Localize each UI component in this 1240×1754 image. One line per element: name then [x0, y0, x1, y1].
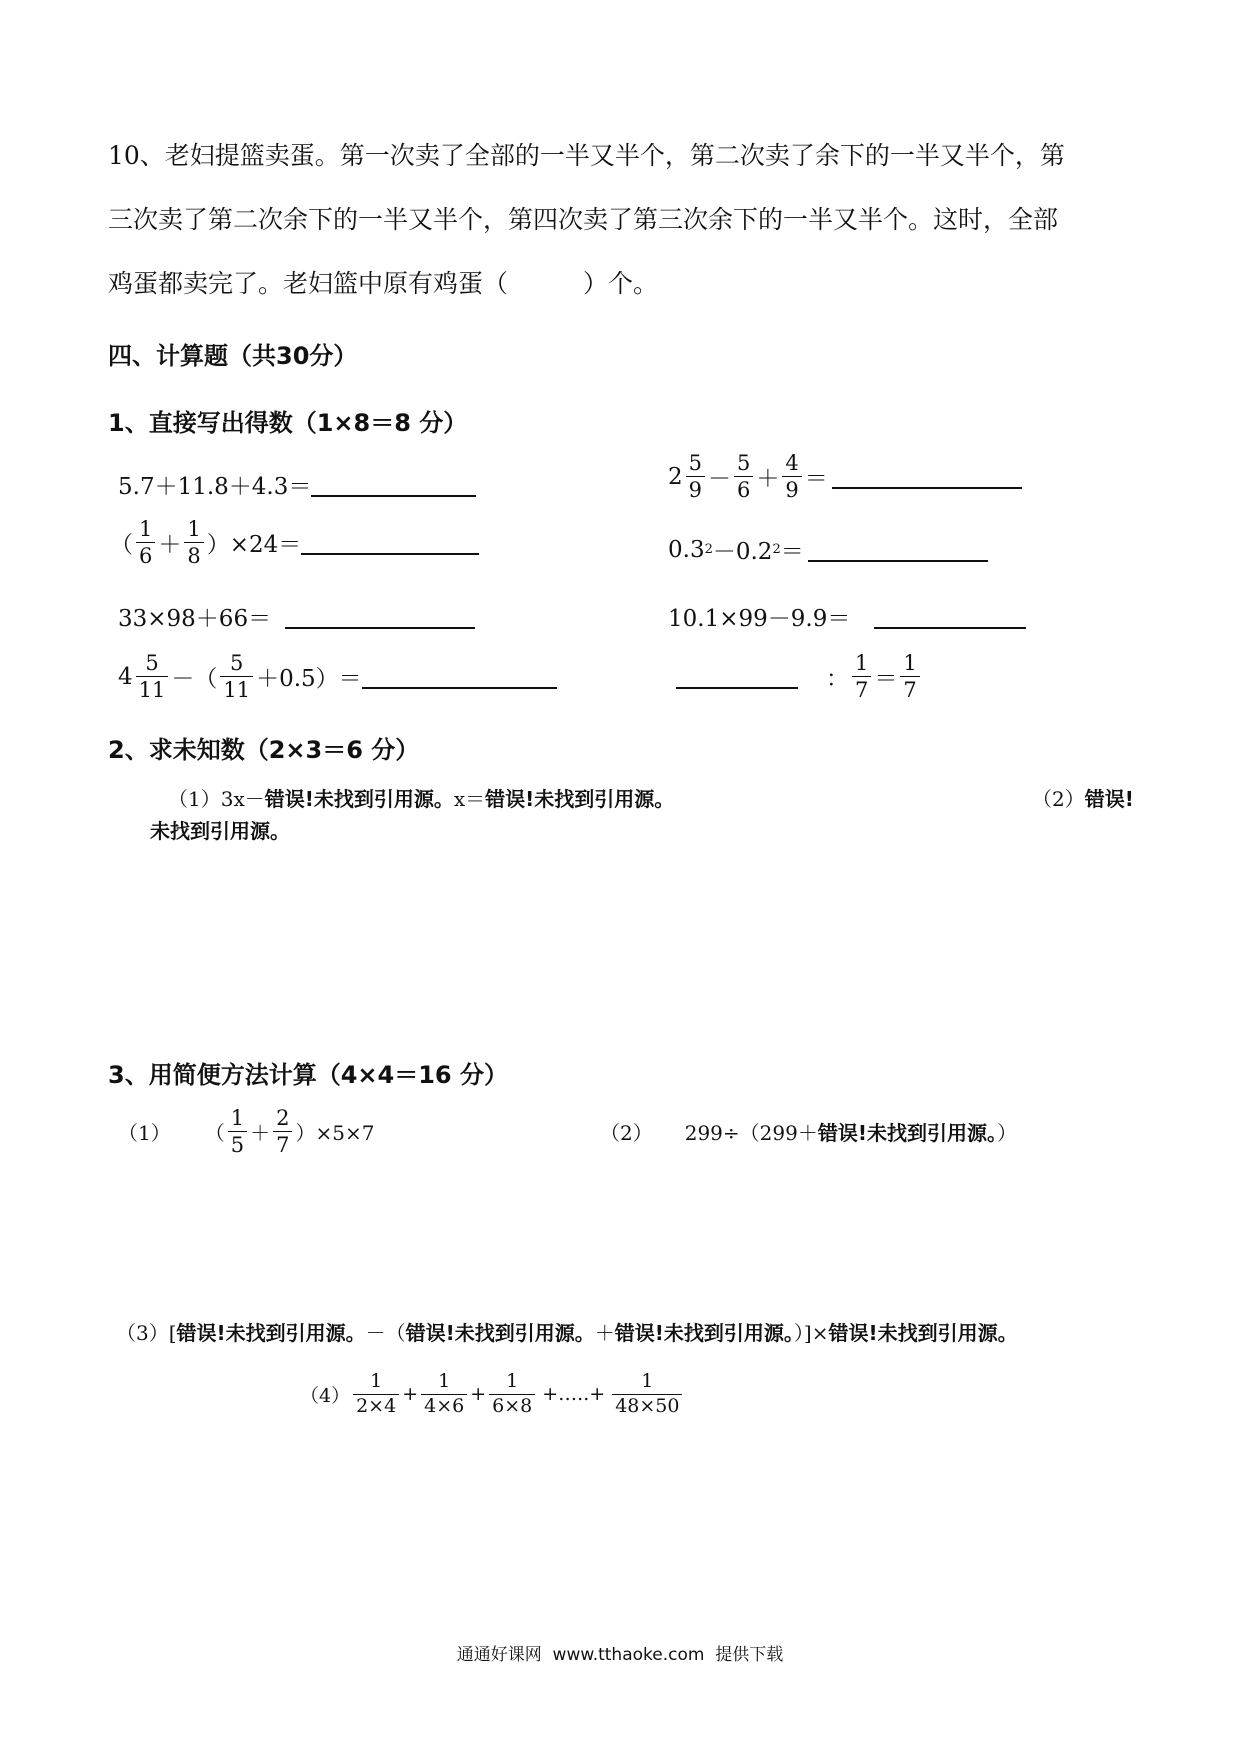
unknown-1-expr-a: 3x－: [220, 787, 265, 811]
fraction: $\frac{1}{6\times 8}$: [489, 1372, 535, 1417]
error-reference: 错误!未找到引用源。: [485, 787, 675, 811]
operator: －（: [171, 666, 218, 693]
question-10-line-2: 三次卖了第二次余下的一半又半个，第四次卖了第三次余下的一半又半个。这时，全部: [108, 205, 1059, 234]
operator: [: [168, 1321, 177, 1345]
unknown-2: [1032, 783, 1134, 812]
simplify-4: [300, 1372, 685, 1417]
operator: +: [470, 1383, 487, 1406]
fraction: $\frac{5}{11}$: [220, 652, 253, 701]
mixed-whole: 2: [668, 463, 683, 490]
operator: ＝: [804, 466, 828, 493]
operator: ）]×: [793, 1321, 829, 1345]
calc-2a-rest: ）×24＝: [206, 532, 302, 559]
error-reference: 错误!未找到引用源。: [405, 1321, 595, 1345]
calc-2b-part-3: ＝: [780, 539, 804, 565]
item-label: （3）: [116, 1321, 169, 1345]
calc-3a: [118, 600, 475, 633]
answer-blank[interactable]: [808, 538, 988, 562]
answer-blank[interactable]: [362, 665, 557, 689]
footer-credit: 通通好课网 www.tthaoke.com 提供下载: [456, 1645, 784, 1665]
calc-1a-expr: 5.7＋11.8＋4.3＝: [118, 474, 312, 500]
operator: ＋: [250, 1121, 271, 1146]
exponent: 2: [772, 542, 781, 557]
simplify-1-rest: ）×5×7: [295, 1121, 375, 1146]
answer-blank[interactable]: [311, 473, 476, 497]
question-10-line-1: 10、老妇提篮卖蛋。第一次卖了全部的一半又半个，第二次卖了余下的一半又半个，第: [108, 141, 1065, 170]
fraction: $\frac{2}{7}$: [273, 1107, 292, 1156]
calc-1b: [668, 452, 1022, 501]
operator: ＋: [756, 466, 780, 493]
unknown-2-continued: 未找到引用源。: [150, 819, 290, 843]
calc-2b-part-2: －0.2: [712, 539, 773, 565]
operator: +…..+: [542, 1383, 606, 1406]
answer-blank[interactable]: [285, 605, 475, 629]
fraction: $\frac{1}{2\times 4}$: [353, 1372, 399, 1417]
fraction: $\frac{5}{6}$: [734, 452, 753, 501]
operator: －: [708, 466, 732, 493]
error-reference: 错误!未找到引用源。: [176, 1321, 366, 1345]
fraction: $\frac{1}{7}$: [852, 652, 871, 701]
item-label: （4）: [300, 1384, 351, 1407]
section-4-title: 四、计算题（共30分）: [108, 342, 358, 370]
operator: ）: [996, 1121, 1017, 1145]
error-reference: 错误!: [1084, 787, 1134, 811]
fraction: $\frac{4}{9}$: [782, 452, 801, 501]
operator: ＋: [594, 1321, 615, 1345]
calc-2a: [110, 518, 479, 567]
fraction: $\frac{1}{5}$: [228, 1107, 247, 1156]
fraction: $\frac{1}{7}$: [900, 652, 919, 701]
simplify-2-expr: 299÷（299＋: [684, 1121, 818, 1145]
error-reference: 错误!未找到引用源。: [614, 1321, 794, 1345]
fraction: $\frac{1}{4\times 6}$: [421, 1372, 467, 1417]
operator: +: [402, 1383, 419, 1406]
fraction: $\frac{1}{6}$: [136, 518, 155, 567]
fraction: $\frac{5}{11}$: [136, 652, 169, 701]
answer-blank[interactable]: [874, 605, 1026, 629]
calc-4a-rest: ＋0.5）＝: [256, 666, 362, 693]
fraction: $\frac{5}{9}$: [686, 452, 705, 501]
operator: ：: [826, 666, 849, 693]
operator: （: [204, 1121, 225, 1146]
mixed-whole: 4: [118, 663, 133, 690]
part-2-title: 2、求未知数（2×3＝6 分）: [108, 736, 420, 764]
error-reference: 错误!未找到引用源。: [264, 787, 454, 811]
fraction: $\frac{1}{8}$: [184, 518, 203, 567]
answer-blank[interactable]: [301, 531, 479, 555]
calc-2b: [668, 533, 988, 566]
unknown-1: [168, 783, 674, 812]
simplify-3: [116, 1317, 1018, 1346]
part-3-title: 3、用简便方法计算（4×4＝16 分）: [108, 1061, 508, 1089]
question-10-line-3: 鸡蛋都卖完了。老妇篮中原有鸡蛋（ ）个。: [108, 269, 659, 298]
operator: （: [110, 532, 133, 559]
answer-blank[interactable]: [676, 665, 798, 689]
calc-4a: [118, 652, 557, 701]
error-reference: 错误!未找到引用源。: [828, 1321, 1018, 1345]
operator: ＋: [158, 532, 182, 559]
operator: ＝: [874, 666, 898, 693]
exponent: 2: [704, 542, 713, 557]
item-label: （2）: [600, 1121, 653, 1145]
item-label: （1）: [168, 787, 221, 811]
calc-2b-part-1: 0.3: [668, 536, 705, 563]
calc-3b: [668, 600, 1026, 633]
question-10: [108, 124, 1138, 316]
simplify-2: [600, 1117, 1017, 1146]
part-1-title: 1、直接写出得数（1×8＝8 分）: [108, 409, 468, 437]
fraction: $\frac{1}{48\times 50}$: [612, 1372, 682, 1417]
item-label: （2）: [1032, 787, 1085, 811]
calc-3a-expr: 33×98＋66＝: [118, 606, 272, 632]
error-reference: 错误!未找到引用源。: [817, 1121, 997, 1145]
unknown-1-expr-b: x＝: [453, 787, 486, 811]
answer-blank[interactable]: [832, 465, 1022, 489]
operator: －（: [365, 1321, 406, 1345]
item-label: （1）: [118, 1121, 171, 1146]
simplify-1: [118, 1107, 374, 1156]
calc-3b-expr: 10.1×99－9.9＝: [668, 606, 851, 632]
calc-1a: [118, 468, 476, 501]
calc-4b: [676, 652, 923, 701]
